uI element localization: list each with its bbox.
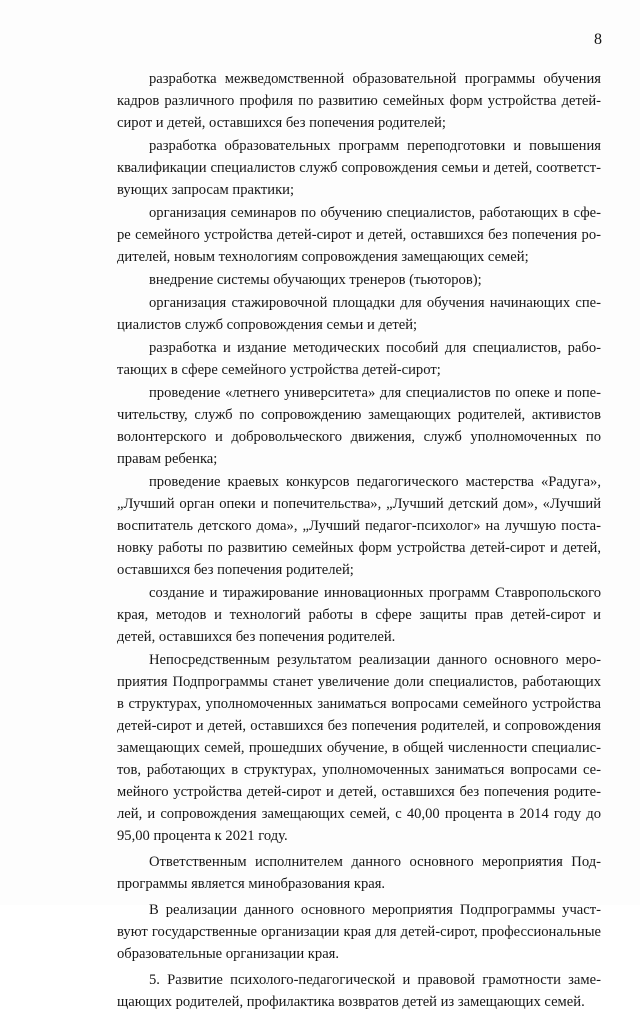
paragraph: создание и тиражирование инновационных программ Ставропольского края, методов и технологий работы в сфере защиты прав детей-сирот и детей, оставшихся без попечения родителей. bbox=[117, 585, 601, 645]
paragraph: проведение «летнего университета» для специалистов по опеке и попечительству, служб по сопровождению замещающих родителей, активистов волонтерского и добровольческого движения, служб уполномоченных по правам ребенка; bbox=[117, 385, 601, 467]
paragraph: Ответственным исполнителем данного основного мероприятия Подпрограммы является минобразования края. bbox=[117, 854, 601, 892]
document-body bbox=[117, 68, 601, 1017]
paragraph: 5. Развитие психолого-педагогической и правовой грамотности замещающих родителей, профилактика возвратов детей из замещающих семей. bbox=[117, 972, 601, 1010]
paragraph: организация стажировочной площадки для обучения начинающих специалистов служб сопровождения семьи и детей; bbox=[117, 295, 601, 333]
paragraph: разработка и издание методических пособий для специалистов, работающих в сфере семейного устройства детей-сирот; bbox=[117, 340, 601, 378]
page-number: 8 bbox=[594, 31, 602, 48]
paragraph: В реализации данного основного мероприятия Подпрограммы участвуют государственные организации края для детей-сирот, профессиональные образовательные организации края. bbox=[117, 902, 601, 962]
paragraph: разработка межведомственной образовательной программы обучения кадров различного профиля по развитию семейных форм устройства детей-сирот и детей, оставшихся без попечения родителей; bbox=[117, 71, 601, 131]
paragraph: проведение краевых конкурсов педагогического мастерства «Радуга», „Лучший орган опеки и попечительства», „Лучший детский дом», «Лучший воспитатель детского дома», „Лучший педагог-психолог» на лучшую постановку работы по развитию семейных форм устройства детей-сирот и детей, оставшихся без попечения родителей; bbox=[117, 474, 601, 578]
paragraph: разработка образовательных программ переподготовки и повышения квалификации специалистов служб сопровождения семьи и детей, соответствующих запросам практики; bbox=[117, 138, 601, 198]
paragraph: внедрение системы обучающих тренеров (тьюторов); bbox=[149, 272, 482, 288]
paragraph: организация семинаров по обучению специалистов, работающих в сфере семейного устройства детей-сирот и детей, оставшихся без попечения родителей, новым технологиям сопровождения замещающих семей; bbox=[117, 205, 601, 265]
paragraph: Непосредственным результатом реализации данного основного мероприятия Подпрограммы станет увеличение доли специалистов, работающих в структурах, уполномоченных заниматься вопросами семейного устройства детей-сирот и детей, оставшихся без попечения родителей, и сопровождения замещающих семей, прошедших обучение, в общей численности специалистов, работающих в структурах, уполномоченных заниматься вопросами семейного устройства детей-сирот и детей, оставшихся без попечения родителей, и сопровождения замещающих семей, с 40,00 процента в 2014 году до 95,00 процента к 2021 году. bbox=[117, 652, 601, 844]
